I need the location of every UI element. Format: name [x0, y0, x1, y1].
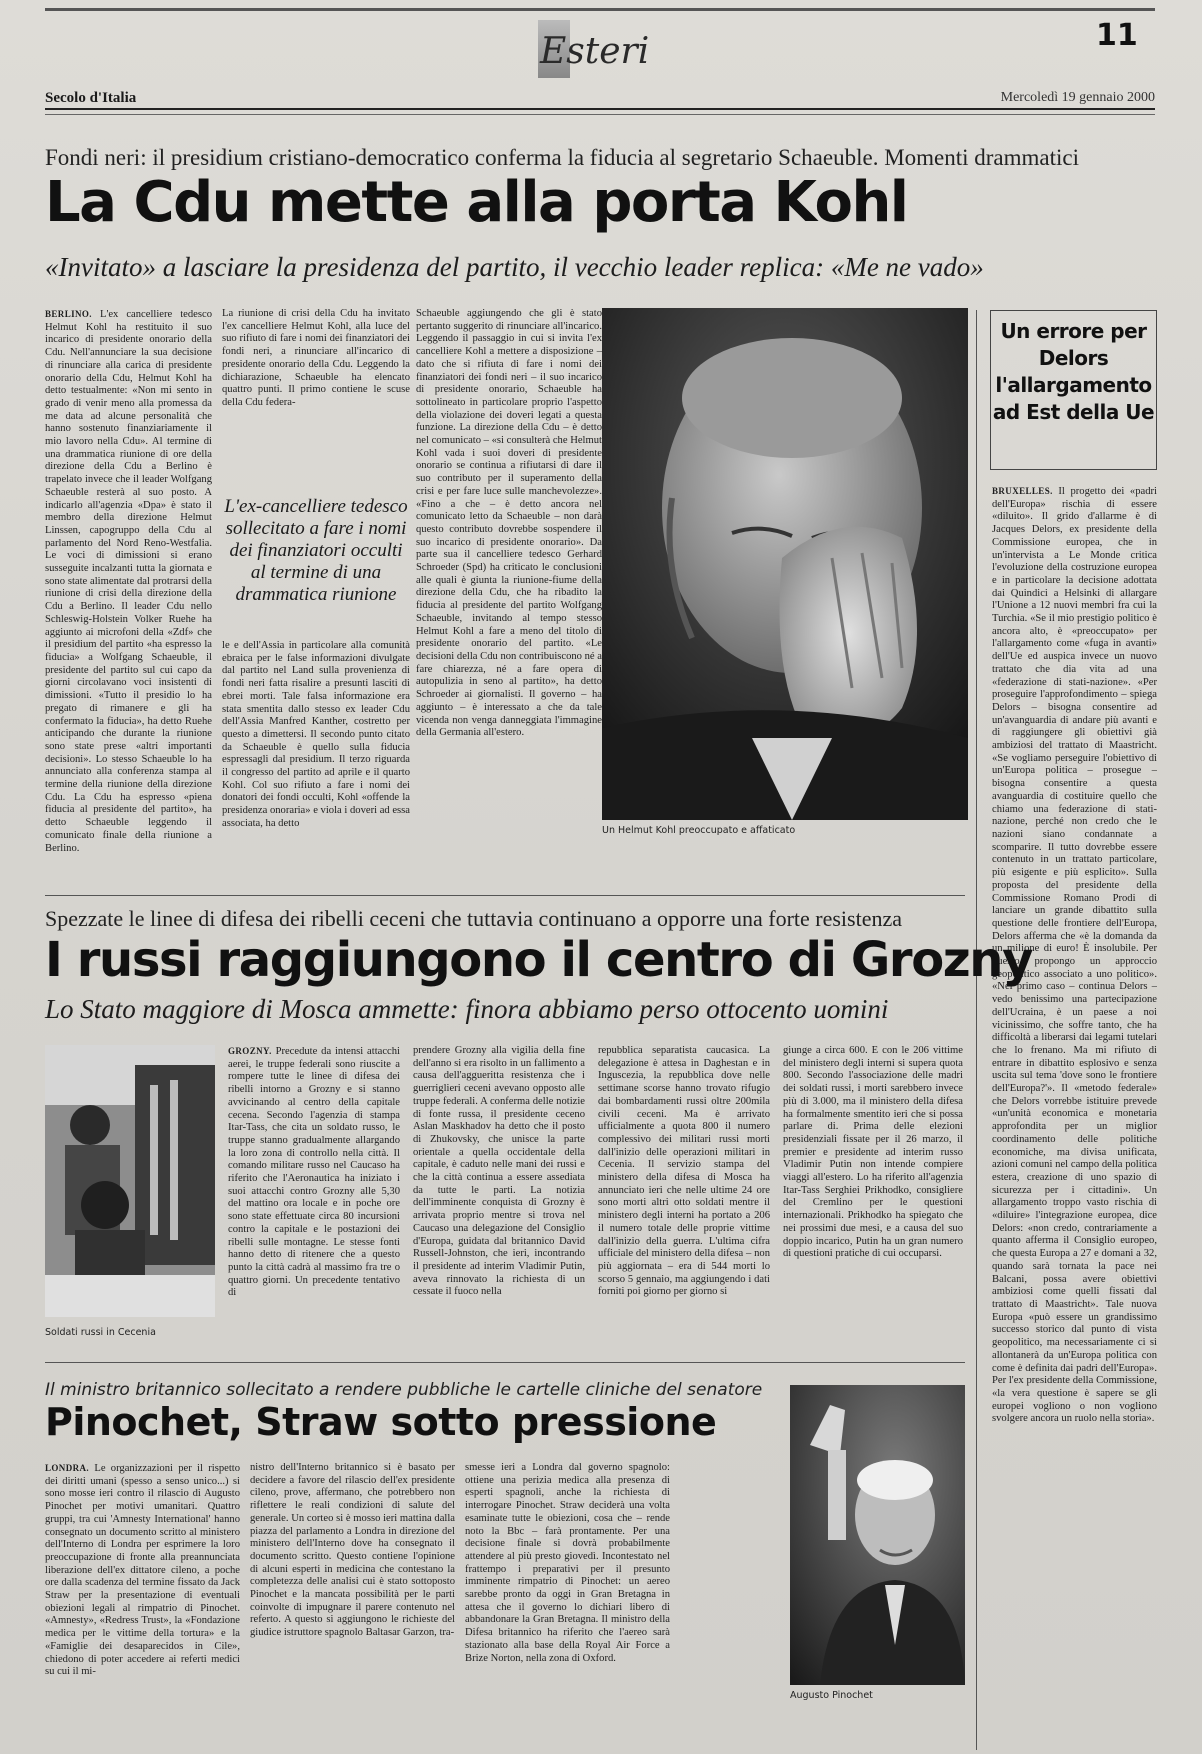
- sidebar-rule: [976, 310, 977, 1750]
- top-rule: [45, 8, 1155, 11]
- grozny-top-rule: [45, 895, 965, 896]
- kohl-column-2-top-text: La riunione di crisi della Cdu ha invitato l'ex cancelliere Helmut Kohl, alla luce del suo rifiuto di fare i nomi dei finanziatori dei fondi neri, a rinunciare all'incarico di presidente onorario della Cdu. Leggendo la dichiarazione, Schaeuble ha elencato quattro punti. Il primo contiene le scuse della Cdu federa-: [222, 308, 410, 408]
- grozny-photo-illustration: [45, 1045, 215, 1317]
- pinochet-column-2-text: nistro dell'Interno britannico si è basato per decidere a favore del rilascio dell'ex presidente cileno, prove, affermano, che potrebbero non riflettere le reali condizioni di salute del generale. Un corteo si è mosso ieri mattina dalla piazza del parlamento a Londra in direzione del ministero dell'Interno dove ha consegnato il documento scritto. Questo contiene l'opinione di alcuni esperti in medicina che contestano la completezza delle analisi cui è stato sottoposto Pinochet e la mancata possibilità per le parti coinvolte di impugnare il parere contenuto nel referto. A questo si aggiungono le richieste del giudice istruttore spagnolo Baltasar Garzon, tra-: [250, 1462, 455, 1639]
- pinochet-headline: Pinochet, Straw sotto pressione: [45, 1400, 717, 1444]
- kohl-pull-quote: L'ex-cancelliere tedesco sollecitato a fare i nomi dei finanziatori occulti al termine di una drammatica riunione: [224, 496, 408, 605]
- kohl-column-3-text: Schaeuble aggiungendo che gli è stato pertanto suggerito di rinunciare all'incarico. Leggendo il passaggio in cui si invita l'ex cancelliere Kohl a mettere a disposizione – dato che si rifiuta di fare i nomi dei finanziatori dei fondi neri – il suo incarico di presidente onorario, Schaeuble ha sottolineato in particolare proprio l'aspetto della violazione dei doveri legati a questa funzione. La direzione della Cdu – è detto nel comunicato – «si consulterà che Helmut Kohl vada i suoi doveri di presidente onorario se continua a rifiutarsi di dare il suo contributo per il superamento della crisi e per fare luce sulle manchevolezze». «Fino a che – è detto ancora nel comunicato letto da Schaeuble – non darà questo contributo dovrebbe sospendere il suo incarico di presidente onorario». Da parte sua il cancelliere tedesco Gerhard Schroeder (Spd) ha criticato le conclusioni alle quali è giunta la riunione-fiume della direzione della Cdu, che ha ribadito la fiducia al presidente del partito Wolfgang Schaeuble, invitando al tempo stesso Helmut Kohl a fare a meno del titolo di presidente onorario del partito. «Le decisioni della Cdu non contribuiscono né a fare chiarezza, né a fare opera di autopulizia in seno al partito», ha detto Schroeder ai giornalisti. Il governo – ha aggiunto – è interessato a che da tale vicenda non venga danneggiata l'immagine della Germania all'estero.: [416, 308, 602, 739]
- section-title: Esteri: [540, 31, 650, 72]
- kohl-column-2-bottom-text: le e dell'Assia in particolare alla comunità ebraica per le false informazioni divulgate dal partito nel Land sulla provenienza di fondi neri fatta risalire a presunti lasciti di ebrei morti. Tale falsa informazione era stata smentita dallo stesso ex leader Cdu dell'Assia Manfred Kanther, costretto per questo a dimettersi. Il secondo punto citato da Schaeuble è quello sulla fiducia espressagli dal presidium. Il terzo riguarda il congresso del partito ad aprile e il quarto Kohl. Col suo rifiuto a fare i nomi dei donatori dei fondi occulti, Kohl «offende la presidenza onoraria» e viola i doveri ad essa associata, ha detto: [222, 640, 410, 829]
- masthead-bar: [45, 88, 1155, 110]
- grozny-column-4: [783, 1045, 963, 1350]
- kohl-column-2-top: [222, 308, 410, 488]
- kohl-column-3: [416, 308, 602, 880]
- kohl-column-2-bottom: [222, 640, 410, 880]
- issue-date: Mercoledì 19 gennaio 2000: [1000, 90, 1155, 105]
- kohl-photo-illustration: [602, 308, 968, 820]
- paper-name: Secolo d'Italia: [45, 90, 137, 106]
- kohl-photo: [602, 308, 968, 820]
- grozny-photo: [45, 1045, 215, 1317]
- section-logo: [538, 18, 650, 78]
- kohl-headline: La Cdu mette alla porta Kohl: [45, 170, 908, 235]
- pinochet-column-1: [45, 1462, 240, 1747]
- grozny-dateline: GROZNY.: [228, 1046, 276, 1056]
- pinochet-top-rule: [45, 1362, 965, 1363]
- pinochet-photo-illustration: [790, 1385, 965, 1685]
- grozny-deck: Lo Stato maggiore di Mosca ammette: finora abbiamo perso ottocento uomini: [45, 994, 889, 1024]
- grozny-column-2: [413, 1045, 585, 1350]
- sidebar-body-text: Il progetto dei «padri dell'Europa» rischia di essere «diluito». Il grido d'allarme è di Jacques Delors, ex presidente della Commissione europea, che in un'intervista a Le Monde critica l'evoluzione della costruzione europea e in particolare la decisione adottata dai Quindici a Helsinki di allargare l'Unione a 12 nuovi membri fra cui la Turchia. «Se il mio prestigio politico è ancora alto, è «preoccupato» per l'allargamento come «fuga in avanti» dell'Ue ed auspica invece un nuovo trattato che dia vita ad una «federazione di stati-nazione». «Per proseguire l'approfondimento – spiega Delors – bisogna consentire ad un'avanguardia di andare più avanti e di raggiungere gli obiettivi già ambiziosi del trattato di Maastricht. «Se vogliamo perseguire l'obiettivo di un'Europa politica – prosegue – bisogna consentire a questa avanguardia di costituire quello che chiamo una federazione di stati-nazione, perché non credo che le nazioni siano condannate a scomparire. Il tutto dovrebbe essere contenuto in un trattato particolare, più esigente e più esplicito». Sulla proposta del presidente della Commissione Romano Prodi di lanciare un grande dibattito sulla questione delle frontiere dell'Europa, Delors afferma che «è la domanda da un milione di euro! È insolubile. Per questo propongo un approccio geopolitico associato a uno politico». «Nel primo caso – continua Delors – vedo benissimo una partecipazione dell'Ucraina, è un paese a noi vicinissimo, che soffre tanto, che ha difficoltà a liberarsi dai legami tutelari che lo frenano. Ma mi rifiuto di entrare in dibattito esplosivo e senza uscita sul tema 'dove sono le frontiere dell'Europa?'». Il «metodo federale» che Delors vorrebbe istituire prevede «un'unità economica e monetaria approfondita per un miglior coordinamento delle politiche economiche, ma divisa unificata, azioni comuni nel campo della politica estera, creazione di uno spazio di sicurezza per i cittadini». Un allargamento troppo vasto rischia di «diluire» l'integrazione europea, dice Delors: «non credo, contrariamente a quanto afferma il Consiglio europeo, che questa Europa a 27 e domani a 32, quando sarà tornata la pace nei Balcani, possa avere obiettivi ambiziosi come quelli fissati dal trattato di Maastricht». Tale nuova Europa «può essere un grandissimo successo storico dal punto di vista geopolitico, ma necessariamente ci si allontanerà da un'Europa politica con come è definita dai padri dell'Europa». Per l'ex presidente della Commissione, «la vera questione è sapere se gli europei vogliono o non vogliono svolgere ancora un ruolo nella storia».: [992, 486, 1157, 1425]
- kohl-deck: «Invitato» a lasciare la presidenza del partito, il vecchio leader replica: «Me ne vado»: [45, 252, 984, 282]
- page-number: 11: [1096, 18, 1138, 53]
- grozny-column-1: [228, 1045, 400, 1350]
- sidebar-body: [992, 485, 1157, 1747]
- kohl-photo-caption: Un Helmut Kohl preoccupato e affaticato: [602, 825, 796, 836]
- kohl-kicker: Fondi neri: il presidium cristiano-democratico conferma la fiducia al segretario Schaeuble. Momenti drammatici: [45, 145, 1080, 170]
- grozny-column-3: [598, 1045, 770, 1350]
- pinochet-column-2: [250, 1462, 455, 1747]
- grozny-column-2-text: prendere Grozny alla vigilia della fine dell'anno si era risolto in un fallimento a causa dell'aggueritta resistenza che i guerriglieri ceceni avevano opposto alle truppe federali. A conferma delle notizie di fonte russa, il presidente ceceno Aslan Maskhadov ha detto che il posto di Zhukovsky, che unisce la parte orientale a quella occidentale della capitale, è caduto nelle mani dei russi e che la città continua a essere assediata da tutte le parti. La notizia dell'imminente conquista di Grozny è arrivata proprio mentre si trova nel Caucaso una delegazione del Consiglio d'Europa, guidata dal britannico David Russell-Johnston, che ieri, incontrando il presidente ad interim Vladimir Putin, aveva rinnovato la richiesta di un cessate il fuoco nella: [413, 1045, 585, 1298]
- masthead-rule: [45, 114, 1155, 115]
- pinochet-column-3-text: smesse ieri a Londra dal governo spagnolo: ottiene una perizia medica alla presenza di esperti spagnoli, anche la richiesta di interrogare Pinochet. Straw deciderà una volta esaminate tutte le obiezioni, cosa che – rende noto la Bbc – farà prontamente. Per una decisione finale si dovrà probabilmente attendere al più presto giovedì. Incontestato nel frattempo i preparativi per il presunto imminente rimpatrio di Pinochet: un aereo sarebbe pronto da oggi in Gran Bretagna in attesa che il governo lo dichiari libero di abbandonare la Gran Bretagna. Il ministro della Difesa britannico ha riferito che l'aereo sarà stazionato alla base della Royal Air Force a Brize Norton, nella zona di Oxford.: [465, 1462, 670, 1664]
- kohl-column-1: [45, 308, 212, 880]
- sidebar-headline: Un errore per Delors l'allargamento ad Est della Ue: [992, 319, 1155, 424]
- grozny-photo-caption: Soldati russi in Cecenia: [45, 1327, 156, 1338]
- grozny-column-1-text: Precedute da intensi attacchi aerei, le truppe federali sono riuscite a rompere tutte le linee di difesa dei ribelli intorno a Grozny e si stanno avvicinando al centro della capitale cecena. Secondo l'agenzia di stampa Itar-Tass, che cita un soldato russo, le truppe stanno gradualmente allargando la loro zona di controllo nella città. Il comando militare russo nel Caucaso ha riferito che l'Aeronautica ha iniziato i suoi attacchi contro Grozny alle 5,30 del mattino ora locale e in poche ore sono state effettuate circa 80 incursioni contro la capitale e le postazioni dei ribelli sulle montagne. Le stesse fonti hanno detto di ritenere che a questo punto la città cadrà al massimo fra tre o quattro giorni. Un precedente tentativo di: [228, 1046, 400, 1299]
- kohl-column-1-text: L'ex cancelliere tedesco Helmut Kohl ha restituito il suo incarico di presidente onorario della Cdu. Nell'annunciare la sua decisione di rinunciare alla carica di presidente onorario della Cdu, Helmut Kohl ha detto testualmente: «Non mi sento in grado di venir meno alla promessa da me data ad alcune personalità che hanno sostenuto finanziariamente il mio lavoro nella Cdu». Al termine di una drammatica riunione di ore della direzione della Cdu a Berlino è trapelato invece che il leader Wolfgang Schaeuble resterà al suo posto. A indicarlo all'agenzia «Dpa» è stato il membro della direzione Helmut Linssen, capogruppo della Cdu al parlamento del Nord Reno-Westfalia. Le voci di dimissioni si erano susseguite incalzanti tutta la giornata e sono state alimentate dal protrarsi della riunione di crisi della direzione della Cdu a Berlino. Il leader Cdu nello Schleswig-Holstein Volker Ruehe ha aggiunto ai microfoni della «Zdf» che il presidium del partito «ha espresso la fiducia» a Wolfgang Schaeuble, il presidente del partito sul cui capo da giorni circolavano voci insistenti di dimissioni. «Tutto il presidio lo ha pregato di rimanere e gli ha confermato la fiducia», ha detto Ruehe anticipando che durante la riunione sono state prese «altri importanti decisioni». Lo stesso Schaeuble lo ha annunciato alla conferenza stampa al termine della riunione della direzione Cdu. La Cdu ha espresso «piena fiducia al presidente del partito», ha detto Schaeuble leggendo il comunicato finale della riunione a Berlino.: [45, 309, 212, 854]
- sidebar-dateline: BRUXELLES.: [992, 486, 1059, 496]
- pinochet-dateline: LONDRA.: [45, 1463, 95, 1473]
- grozny-column-3-text: repubblica separatista caucasica. La delegazione è attesa in Daghestan e in Inguscezia, la repubblica dove nelle settimane scorse hanno trovato rifugio dai bombardamenti russi oltre 200mila civili ceceni. Ma è arrivato ufficialmente a quota 800 il numero complessivo dei militari russi morti dall'inizio delle operazioni militari in Cecenia. Il servizio stampa del ministero della difesa di Mosca ha annunciato ieri che nelle ultime 24 ore sono morti altri otto soldati mentre il ministero degli interni ha portato a 206 il numero totale delle proprie vittime dall'inizio della guerra. L'ultima cifra ufficiale del ministero della difesa – non più aggiornata – era di 544 morti lo scorso 5 gennaio, ma aggiungendo i dati forniti poi giorno per giorno si: [598, 1045, 770, 1298]
- pinochet-column-1-text: Le organizzazioni per il rispetto dei diritti umani (spesso a senso unico...) si sono mosse ieri contro il rilascio di Augusto Pinochet per motivi umanitari. Quattro gruppi, tra cui 'Amnesty International' hanno consegnato un documento scritto al ministero dell'Interno di Londra per esprimere la loro preoccupazione di fronte alla preannunciata liberazione dell'ex dittatore cileno, a poche ore dalla scadenza del termine fissato da Jack Straw per la presentazione di eventuali obiezioni legali al rimpatrio di Pinochet. «Amnesty», «Redress Trust», la «Fondazione medica per le vittime della tortura» e la «Famiglie dei desaparecidos in Cile», chiedono di poter accedere ai referti medici su cui il mi-: [45, 1463, 240, 1678]
- pinochet-photo: [790, 1385, 965, 1685]
- pinochet-photo-caption: Augusto Pinochet: [790, 1690, 873, 1701]
- kohl-dateline: BERLINO.: [45, 309, 100, 319]
- grozny-headline: I russi raggiungono il centro di Grozny: [45, 932, 1032, 988]
- grozny-kicker: Spezzate le linee di difesa dei ribelli ceceni che tuttavia continuano a opporre una forte resistenza: [45, 906, 903, 931]
- grozny-column-4-text: giunge a circa 600. E con le 206 vittime del ministero degli interni si supera quota 800. Secondo l'associazione delle madri dei soldati russi, i morti sarebbero invece più di 3.000, ma il ministero della difesa ha formalmente smentito ieri che si possa parlare di. Prima delle elezioni presidenziali fissate per il 26 marzo, il premier e presidente ad interim russo Vladimir Putin non intende compiere viaggi all'estero. Lo ha riferito all'agenzia Itar-Tass Serghiei Prikhodko, consigliere del Cremlino per le questioni internazionali. Prikhodko ha spiegato che nei prossimi due mesi, e a causa del suo doppio incarico, Putin ha un gran numero di questioni pratiche di cui occuparsi.: [783, 1045, 963, 1260]
- pinochet-column-3: [465, 1462, 670, 1747]
- pinochet-kicker: Il ministro britannico sollecitato a rendere pubbliche le cartelle cliniche del senatore: [45, 1380, 763, 1400]
